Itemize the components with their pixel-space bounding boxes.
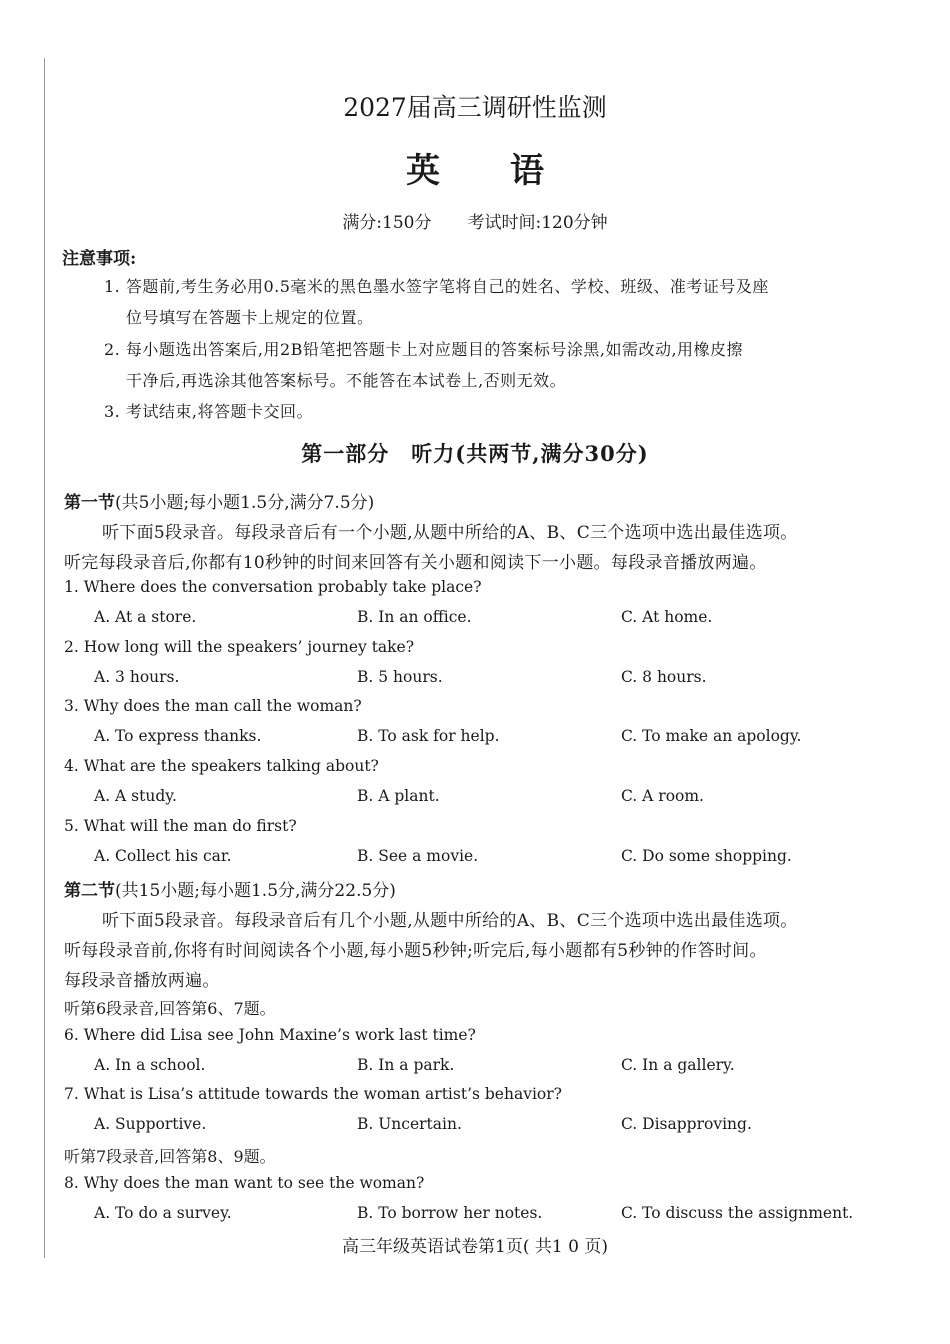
full-marks: 满分:150分 — [342, 213, 432, 233]
option-b: B. In an office. — [357, 608, 472, 626]
sub-heading: 听第6段录音,回答第6、7题。 — [64, 999, 276, 1018]
option-a: A. Supportive. — [94, 1115, 207, 1133]
option-b: B. Uncertain. — [357, 1115, 462, 1133]
exam-meta — [0, 208, 950, 233]
section-label: 第一节 — [64, 493, 115, 513]
section-info: (共15小题;每小题1.5分,满分22.5分) — [115, 881, 396, 901]
note-line: 干净后,再选涂其他答案标号。不能答在本试卷上,否则无效。 — [126, 371, 567, 390]
question: 3. Why does the man call the woman? — [64, 697, 362, 715]
instruction-line: 听下面5段录音。每段录音后有几个小题,从题中所给的A、B、C三个选项中选出最佳选项。 — [102, 911, 798, 931]
question: 5. What will the man do first? — [64, 817, 297, 835]
option-c: C. To discuss the assignment. — [621, 1204, 854, 1222]
exam-time: 考试时间:120分钟 — [467, 213, 608, 233]
option-c: C. Disapproving. — [621, 1115, 752, 1133]
option-c: C. A room. — [621, 787, 704, 805]
instruction-line: 听每段录音前,你将有时间阅读各个小题,每小题5秒钟;听完后,每小题都有5秒钟的作答时间。 — [64, 941, 767, 961]
option-c: C. In a gallery. — [621, 1056, 735, 1074]
note-line: 2. 每小题选出答案后,用2B铅笔把答题卡上对应题目的答案标号涂黑,如需改动,用橡皮擦 — [104, 340, 744, 359]
notes-heading: 注意事项: — [62, 249, 137, 269]
instruction-line: 听下面5段录音。每段录音后有一个小题,从题中所给的A、B、C三个选项中选出最佳选项。 — [102, 523, 798, 543]
question: 7. What is Lisa’s attitude towards the woman artist’s behavior? — [64, 1085, 562, 1103]
option-b: B. 5 hours. — [357, 668, 443, 686]
question: 6. Where did Lisa see John Maxine’s work last time? — [64, 1026, 476, 1044]
question: 1. Where does the conversation probably take place? — [64, 578, 482, 596]
option-b: B. In a park. — [357, 1056, 455, 1074]
exam-title: 2027届高三调研性监测 — [343, 93, 607, 122]
binding-margin-line — [44, 58, 45, 1258]
option-b: B. A plant. — [357, 787, 440, 805]
option-a: A. 3 hours. — [94, 668, 180, 686]
section-label: 第二节 — [64, 881, 115, 901]
option-a: A. To express thanks. — [94, 727, 262, 745]
question: 2. How long will the speakers’ journey take? — [64, 638, 415, 656]
option-b: B. To borrow her notes. — [357, 1204, 543, 1222]
subject-title: 英语 — [406, 151, 614, 191]
option-b: B. To ask for help. — [357, 727, 500, 745]
instruction-line: 听完每段录音后,你都有10秒钟的时间来回答有关小题和阅读下一小题。每段录音播放两遍。 — [64, 553, 767, 573]
option-c: C. 8 hours. — [621, 668, 707, 686]
option-b: B. See a movie. — [357, 847, 479, 865]
note-line: 3. 考试结束,将答题卡交回。 — [104, 402, 313, 421]
section-heading — [64, 876, 396, 901]
option-c: C. At home. — [621, 608, 713, 626]
section-heading — [64, 488, 374, 513]
option-a: A. Collect his car. — [94, 847, 232, 865]
option-c: C. To make an apology. — [621, 727, 802, 745]
part-title: 第一部分 听力(共两节,满分30分) — [301, 441, 649, 466]
note-line: 位号填写在答题卡上规定的位置。 — [126, 308, 374, 327]
option-a: A. In a school. — [94, 1056, 206, 1074]
section-info: (共5小题;每小题1.5分,满分7.5分) — [115, 493, 375, 513]
option-a: A. To do a survey. — [94, 1204, 232, 1222]
instruction-line: 每段录音播放两遍。 — [64, 971, 220, 991]
sub-heading: 听第7段录音,回答第8、9题。 — [64, 1147, 276, 1166]
option-a: A. A study. — [94, 787, 177, 805]
question: 8. Why does the man want to see the woman? — [64, 1174, 425, 1192]
option-a: A. At a store. — [94, 608, 197, 626]
note-line: 1. 答题前,考生务必用0.5毫米的黑色墨水签字笔将自己的姓名、学校、班级、准考证号及座 — [104, 277, 769, 296]
question: 4. What are the speakers talking about? — [64, 757, 379, 775]
option-c: C. Do some shopping. — [621, 847, 792, 865]
page-footer: 高三年级英语试卷第1页( 共1 0 页) — [342, 1237, 608, 1257]
